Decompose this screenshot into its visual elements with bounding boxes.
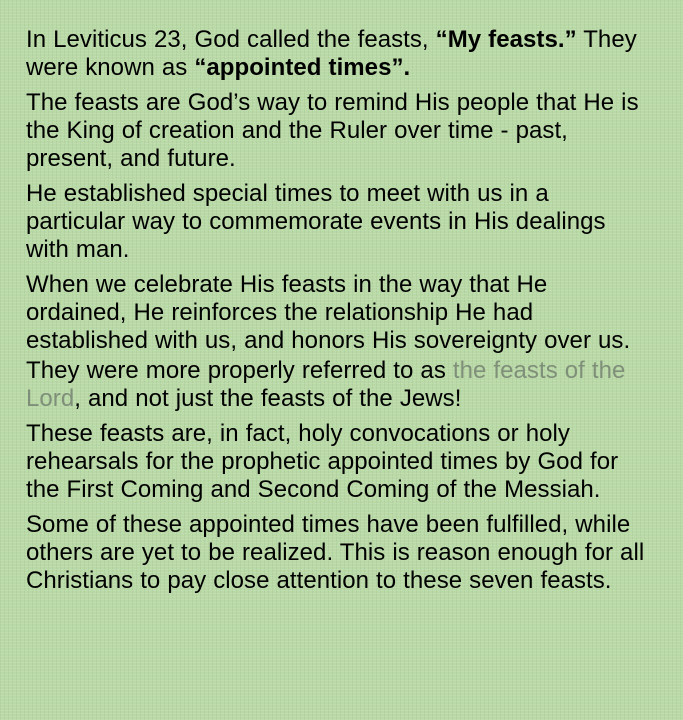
- paragraph-my-feasts-intro: In Leviticus 23, God called the feasts,: [26, 26, 436, 53]
- paragraph-celebrate: When we celebrate His feasts in the way that He ordained, He reinforces the relationship He had established with us, and honors His sovereignty over us.: [26, 271, 631, 354]
- paragraph-special-times: He established special times to meet with us in a particular way to commemorate events in His dealings with man.: [26, 180, 606, 263]
- paragraph-fulfilled: Some of these appointed times have been fulfilled, while others are yet to be realized. This is reason enough for all Christians to pay close attention to these seven feasts.: [26, 511, 645, 594]
- paragraph-my-feasts: [26, 26, 653, 82]
- paragraph-feasts-of-the-lord-end: , and not just the feasts of the Jews!: [74, 385, 462, 412]
- my-feasts-quote: “My feasts.”: [435, 26, 577, 53]
- paragraph-feasts-of-the-lord: [26, 357, 653, 413]
- appointed-times-quote: “appointed times”.: [194, 54, 411, 81]
- paragraph-feasts-of-the-lord-intro: They were more properly referred to as: [26, 357, 453, 384]
- paragraph-reminder: The feasts are God’s way to remind His people that He is the King of creation and the Ruler over time - past, present, and future.: [26, 89, 639, 172]
- paragraph-holy-convocations: These feasts are, in fact, holy convocations or holy rehearsals for the prophetic appointed times by God for the First Coming and Second Coming of the Messiah.: [26, 420, 619, 503]
- paragraph-my-feasts-mid: They were known as: [26, 26, 637, 81]
- feasts-of-the-lord-highlight: the feasts of the Lord: [26, 357, 626, 412]
